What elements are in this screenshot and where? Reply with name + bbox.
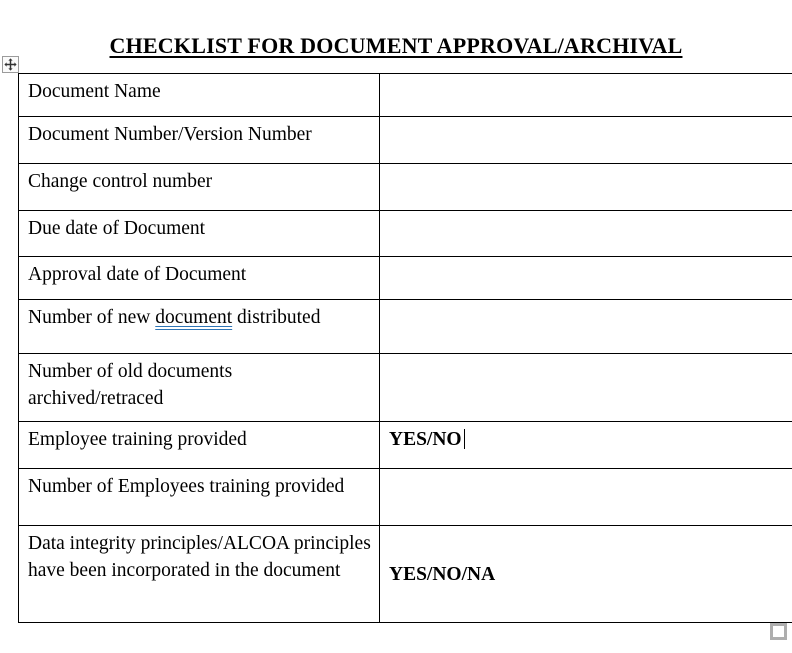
checklist-table xyxy=(18,73,792,623)
table-row xyxy=(19,74,792,117)
row-label-cell[interactable]: Due date of Document xyxy=(19,211,380,257)
row-value-cell[interactable] xyxy=(380,422,792,469)
row-value-cell[interactable]: YES/NO/NA xyxy=(380,526,792,623)
table-resize-handle[interactable] xyxy=(770,623,787,640)
label-text: distributed xyxy=(232,307,321,328)
row-value-cell[interactable] xyxy=(380,300,792,354)
row-label-cell[interactable]: Data integrity principles/ALCOA principles have been incorporated in the document xyxy=(19,526,380,623)
row-label-cell[interactable]: Document Name xyxy=(19,74,380,117)
row-label-cell[interactable]: Number of Employees training provided xyxy=(19,469,380,526)
document-title-text: CHECKLIST FOR DOCUMENT APPROVAL/ARCHIVAL xyxy=(109,33,683,58)
row-value-cell[interactable] xyxy=(380,117,792,164)
row-value-cell[interactable] xyxy=(380,469,792,526)
label-text: Number of new xyxy=(28,307,156,328)
move-arrows-icon xyxy=(4,58,17,71)
table-row xyxy=(19,257,792,300)
table-row xyxy=(19,117,792,164)
row-label-cell[interactable]: Approval date of Document xyxy=(19,257,380,300)
row-value-cell[interactable] xyxy=(380,164,792,211)
row-label-cell[interactable]: Employee training provided xyxy=(19,422,380,469)
value-text: YES/NO xyxy=(389,429,462,450)
row-value-cell[interactable] xyxy=(380,211,792,257)
grammar-flagged-word: document xyxy=(155,307,233,328)
table-row xyxy=(19,469,792,526)
text-cursor-caret xyxy=(464,429,466,449)
row-label-cell[interactable]: Document Number/Version Number xyxy=(19,117,380,164)
table-move-handle[interactable] xyxy=(2,56,19,73)
row-value-cell[interactable] xyxy=(380,354,792,422)
table-row xyxy=(19,211,792,257)
row-value-cell[interactable] xyxy=(380,257,792,300)
table-row xyxy=(19,354,792,422)
document-title[interactable] xyxy=(0,33,792,59)
table-row xyxy=(19,164,792,211)
table-row xyxy=(19,422,792,469)
row-label-cell[interactable] xyxy=(19,300,380,354)
row-label-cell[interactable]: Change control number xyxy=(19,164,380,211)
table-row xyxy=(19,300,792,354)
row-value-cell[interactable] xyxy=(380,74,792,117)
row-label-cell[interactable]: Number of old documents archived/retraced xyxy=(19,354,380,422)
table-row xyxy=(19,526,792,623)
